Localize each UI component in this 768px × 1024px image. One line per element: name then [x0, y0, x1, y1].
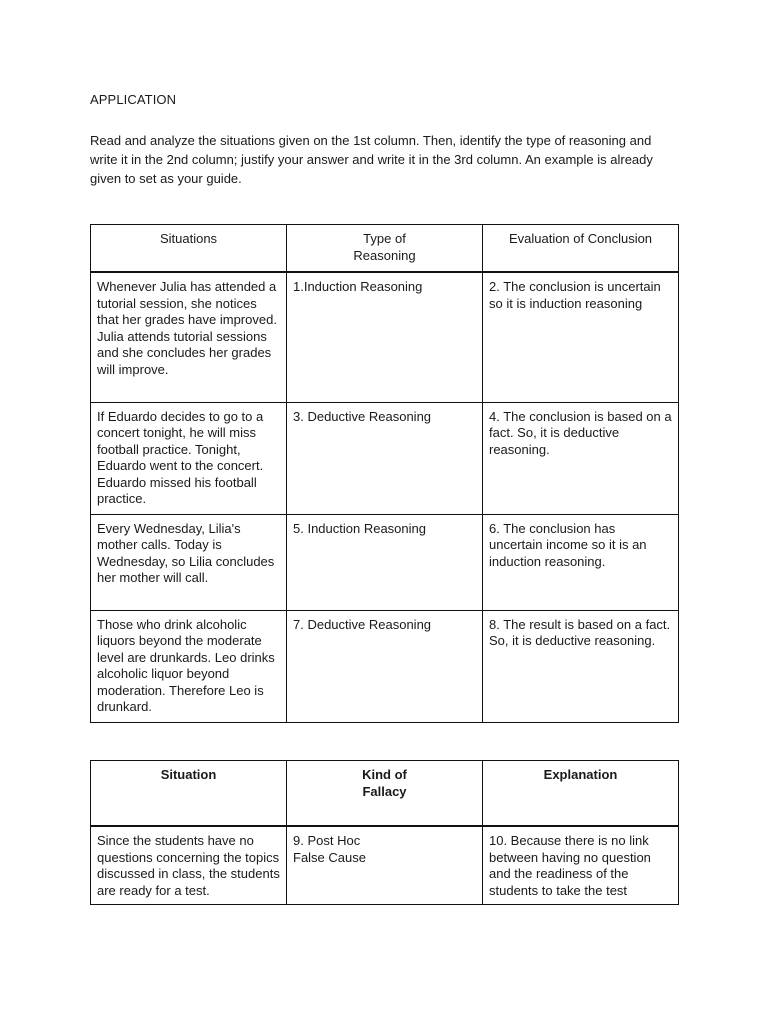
reasoning-type-cell: 5. Induction Reasoning	[287, 514, 483, 610]
explanation-cell: 10. Because there is no link between having no question and the readiness of the students to take the test	[483, 826, 679, 904]
situation-cell: Since the students have no questions concerning the topics discussed in class, the students are ready for a test.	[91, 826, 287, 904]
table-row	[91, 826, 679, 904]
table-row	[91, 272, 679, 402]
situation-cell: If Eduardo decides to go to a concert tonight, he will miss football practice. Tonight, Eduardo went to the concert. Eduardo missed his football practice.	[91, 402, 287, 514]
header-explanation: Explanation	[483, 761, 679, 827]
situation-cell: Every Wednesday, Lilia's mother calls. Today is Wednesday, so Lilia concludes her mother will call.	[91, 514, 287, 610]
table-header-row	[91, 761, 679, 827]
header-evaluation-of-conclusion: Evaluation of Conclusion	[483, 225, 679, 273]
header-situations: Situations	[91, 225, 287, 273]
fallacy-kind-cell: 9. Post Hoc False Cause	[287, 826, 483, 904]
header-situation: Situation	[91, 761, 287, 827]
header-kind-of-fallacy: Kind of Fallacy	[287, 761, 483, 827]
reasoning-table	[90, 224, 679, 723]
reasoning-type-cell: 1.Induction Reasoning	[287, 272, 483, 402]
instructions-paragraph: Read and analyze the situations given on the 1st column. Then, identify the type of reasoning and write it in the 2nd column; justify your answer and write it in the 3rd column. An example is already given to set as your guide.	[90, 133, 653, 186]
situation-cell: Whenever Julia has attended a tutorial session, she notices that her grades have improved. Julia attends tutorial sessions and she concludes her grades will improve.	[91, 272, 287, 402]
table-row	[91, 402, 679, 514]
page-heading: APPLICATION	[90, 92, 177, 107]
evaluation-cell: 6. The conclusion has uncertain income so it is an induction reasoning.	[483, 514, 679, 610]
fallacy-table	[90, 760, 679, 905]
header-type-of-reasoning: Type of Reasoning	[287, 225, 483, 273]
situation-cell: Those who drink alcoholic liquors beyond the moderate level are drunkards. Leo drinks alcoholic liquor beyond moderation. Therefore Leo is drunkard.	[91, 610, 287, 722]
reasoning-type-cell: 7. Deductive Reasoning	[287, 610, 483, 722]
evaluation-cell: 8. The result is based on a fact. So, it is deductive reasoning.	[483, 610, 679, 722]
table-row	[91, 514, 679, 610]
reasoning-type-cell: 3. Deductive Reasoning	[287, 402, 483, 514]
evaluation-cell: 2. The conclusion is uncertain so it is induction reasoning	[483, 272, 679, 402]
evaluation-cell: 4. The conclusion is based on a fact. So, it is deductive reasoning.	[483, 402, 679, 514]
table-header-row	[91, 225, 679, 273]
table-row	[91, 610, 679, 722]
